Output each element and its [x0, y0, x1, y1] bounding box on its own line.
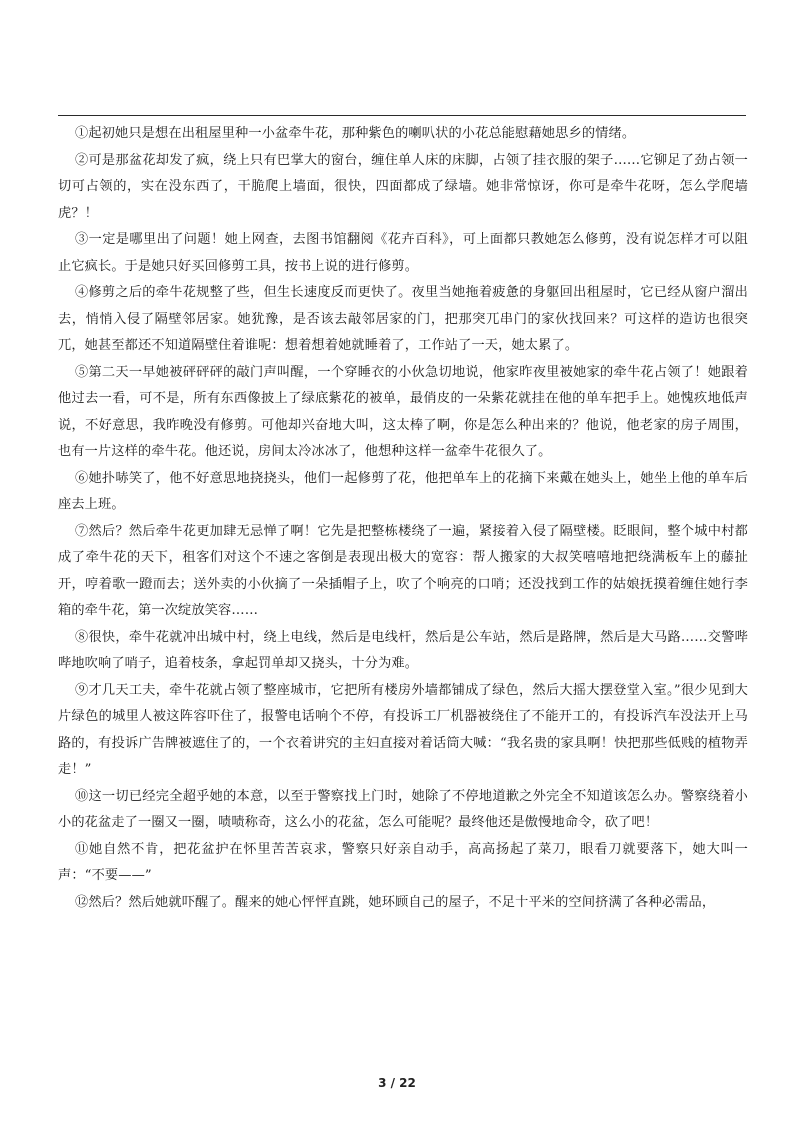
paragraph-5: ⑤第二天一早她被砰砰砰的敲门声叫醒，一个穿睡衣的小伙急切地说，他家昨夜里被她家的牵牛花占领了！她跟着他过去一看，可不是，所有东西像披上了绿底紫花的被单，最俏皮的一朵紫花就挂在他的单车把手上。她愧疚地低声说，不好意思，我昨晚没有修剪。可他却兴奋地大叫，这太棒了啊，你是怎么种出来的？他说，他老家的房子周围，也有一片这样的牵牛花。他还说，房间太冷冰冰了，他想种这样一盆牵牛花很久了。 [58, 364, 748, 459]
paragraph-11: ⑪她自然不肯，把花盆护在怀里苦苦哀求，警察只好亲自动手，高高扬起了菜刀，眼看刀就要落下，她大叫一声：“不要——” [58, 841, 748, 883]
page-number: 3 / 22 [378, 1076, 416, 1090]
paragraph-2: ②可是那盆花却发了疯，绕上只有巴掌大的窗台，缠住单人床的床脚，占领了挂衣服的架子……它铆足了劲占领一切可占领的，实在没东西了，干脆爬上墙面，很快，四面都成了绿墙。她非常惊讶，你可是牵牛花呀，怎么学爬墙虎？！ [58, 152, 748, 221]
header-rule [58, 115, 746, 116]
paragraph-6: ⑥她扑哧笑了，他不好意思地挠挠头，他们一起修剪了花，他把单车上的花摘下来戴在她头上，她坐上他的单车后座去上班。 [58, 470, 748, 512]
paragraph-3: ③一定是哪里出了问题！她上网查，去图书馆翻阅《花卉百科》，可上面都只教她怎么修剪，没有说怎样才可以阻止它疯长。于是她只好买回修剪工具，按书上说的进行修剪。 [58, 232, 748, 274]
paragraph-7: ⑦然后？然后牵牛花更加肆无忌惮了啊！它先是把整栋楼绕了一遍，紧接着入侵了隔壁楼。眨眼间，整个城中村都成了牵牛花的天下，租客们对这个不速之客倒是表现出极大的宽容：帮人搬家的大叔笑嘻嘻地把绕满板车上的藤扯开，哼着歌一蹬而去；送外卖的小伙摘了一朵插帽子上，吹了个响亮的口哨；还没找到工作的姑娘抚摸着缠住她行李箱的牵牛花，第一次绽放笑容…… [58, 523, 748, 618]
paragraph-1: ①起初她只是想在出租屋里种一小盆牵牛花，那种紫色的喇叭状的小花总能慰藉她思乡的情绪。 [75, 126, 636, 141]
paragraph-9: ⑨才几天工夫，牵牛花就占领了整座城市，它把所有楼房外墙都铺成了绿色，然后大摇大摆登堂入室。”很少见到大片绿色的城里人被这阵容吓住了，报警电话响个不停，有投诉工厂机器被绕住了不能开工的，有投诉汽车没法开上马路的，有投诉广告牌被遮住了的，一个衣着讲究的主妇直接对着话筒大喊：“我名贵的家具啊！快把那些低贱的植物弄走！” [58, 682, 748, 777]
paragraph-8: ⑧很快，牵牛花就冲出城中村，绕上电线，然后是电线杆，然后是公车站，然后是路牌，然后是大马路……交警哔哔地吹响了哨子，追着枝条，拿起罚单却又挠头，十分为难。 [58, 629, 748, 671]
article-body [58, 121, 748, 916]
paragraph-4: ④修剪之后的牵牛花规整了些，但生长速度反而更快了。夜里当她拖着疲惫的身躯回出租屋时，它已经从窗户溜出去，悄悄入侵了隔壁邻居家。她犹豫，是否该去敲邻居家的门，把那突兀串门的家伙找回来？可这样的造访也很突兀，她甚至都还不知道隔壁住着谁呢：想着想着她就睡着了，工作站了一天，她太累了。 [58, 285, 748, 353]
paragraph-12: ⑫然后？然后她就吓醒了。醒来的她心怦怦直跳，她环顾自己的屋子，不足十平米的空间挤满了各种必需品， [75, 894, 716, 910]
paragraph-10: ⑩这一切已经完全超乎她的本意，以至于警察找上门时，她除了不停地道歉之外完全不知道该怎么办。警察绕着小小的花盆走了一圈又一圈，啧啧称奇，这么小的花盆，怎么可能呢？最终他还是傲慢地命令，砍了吧！ [58, 788, 748, 830]
